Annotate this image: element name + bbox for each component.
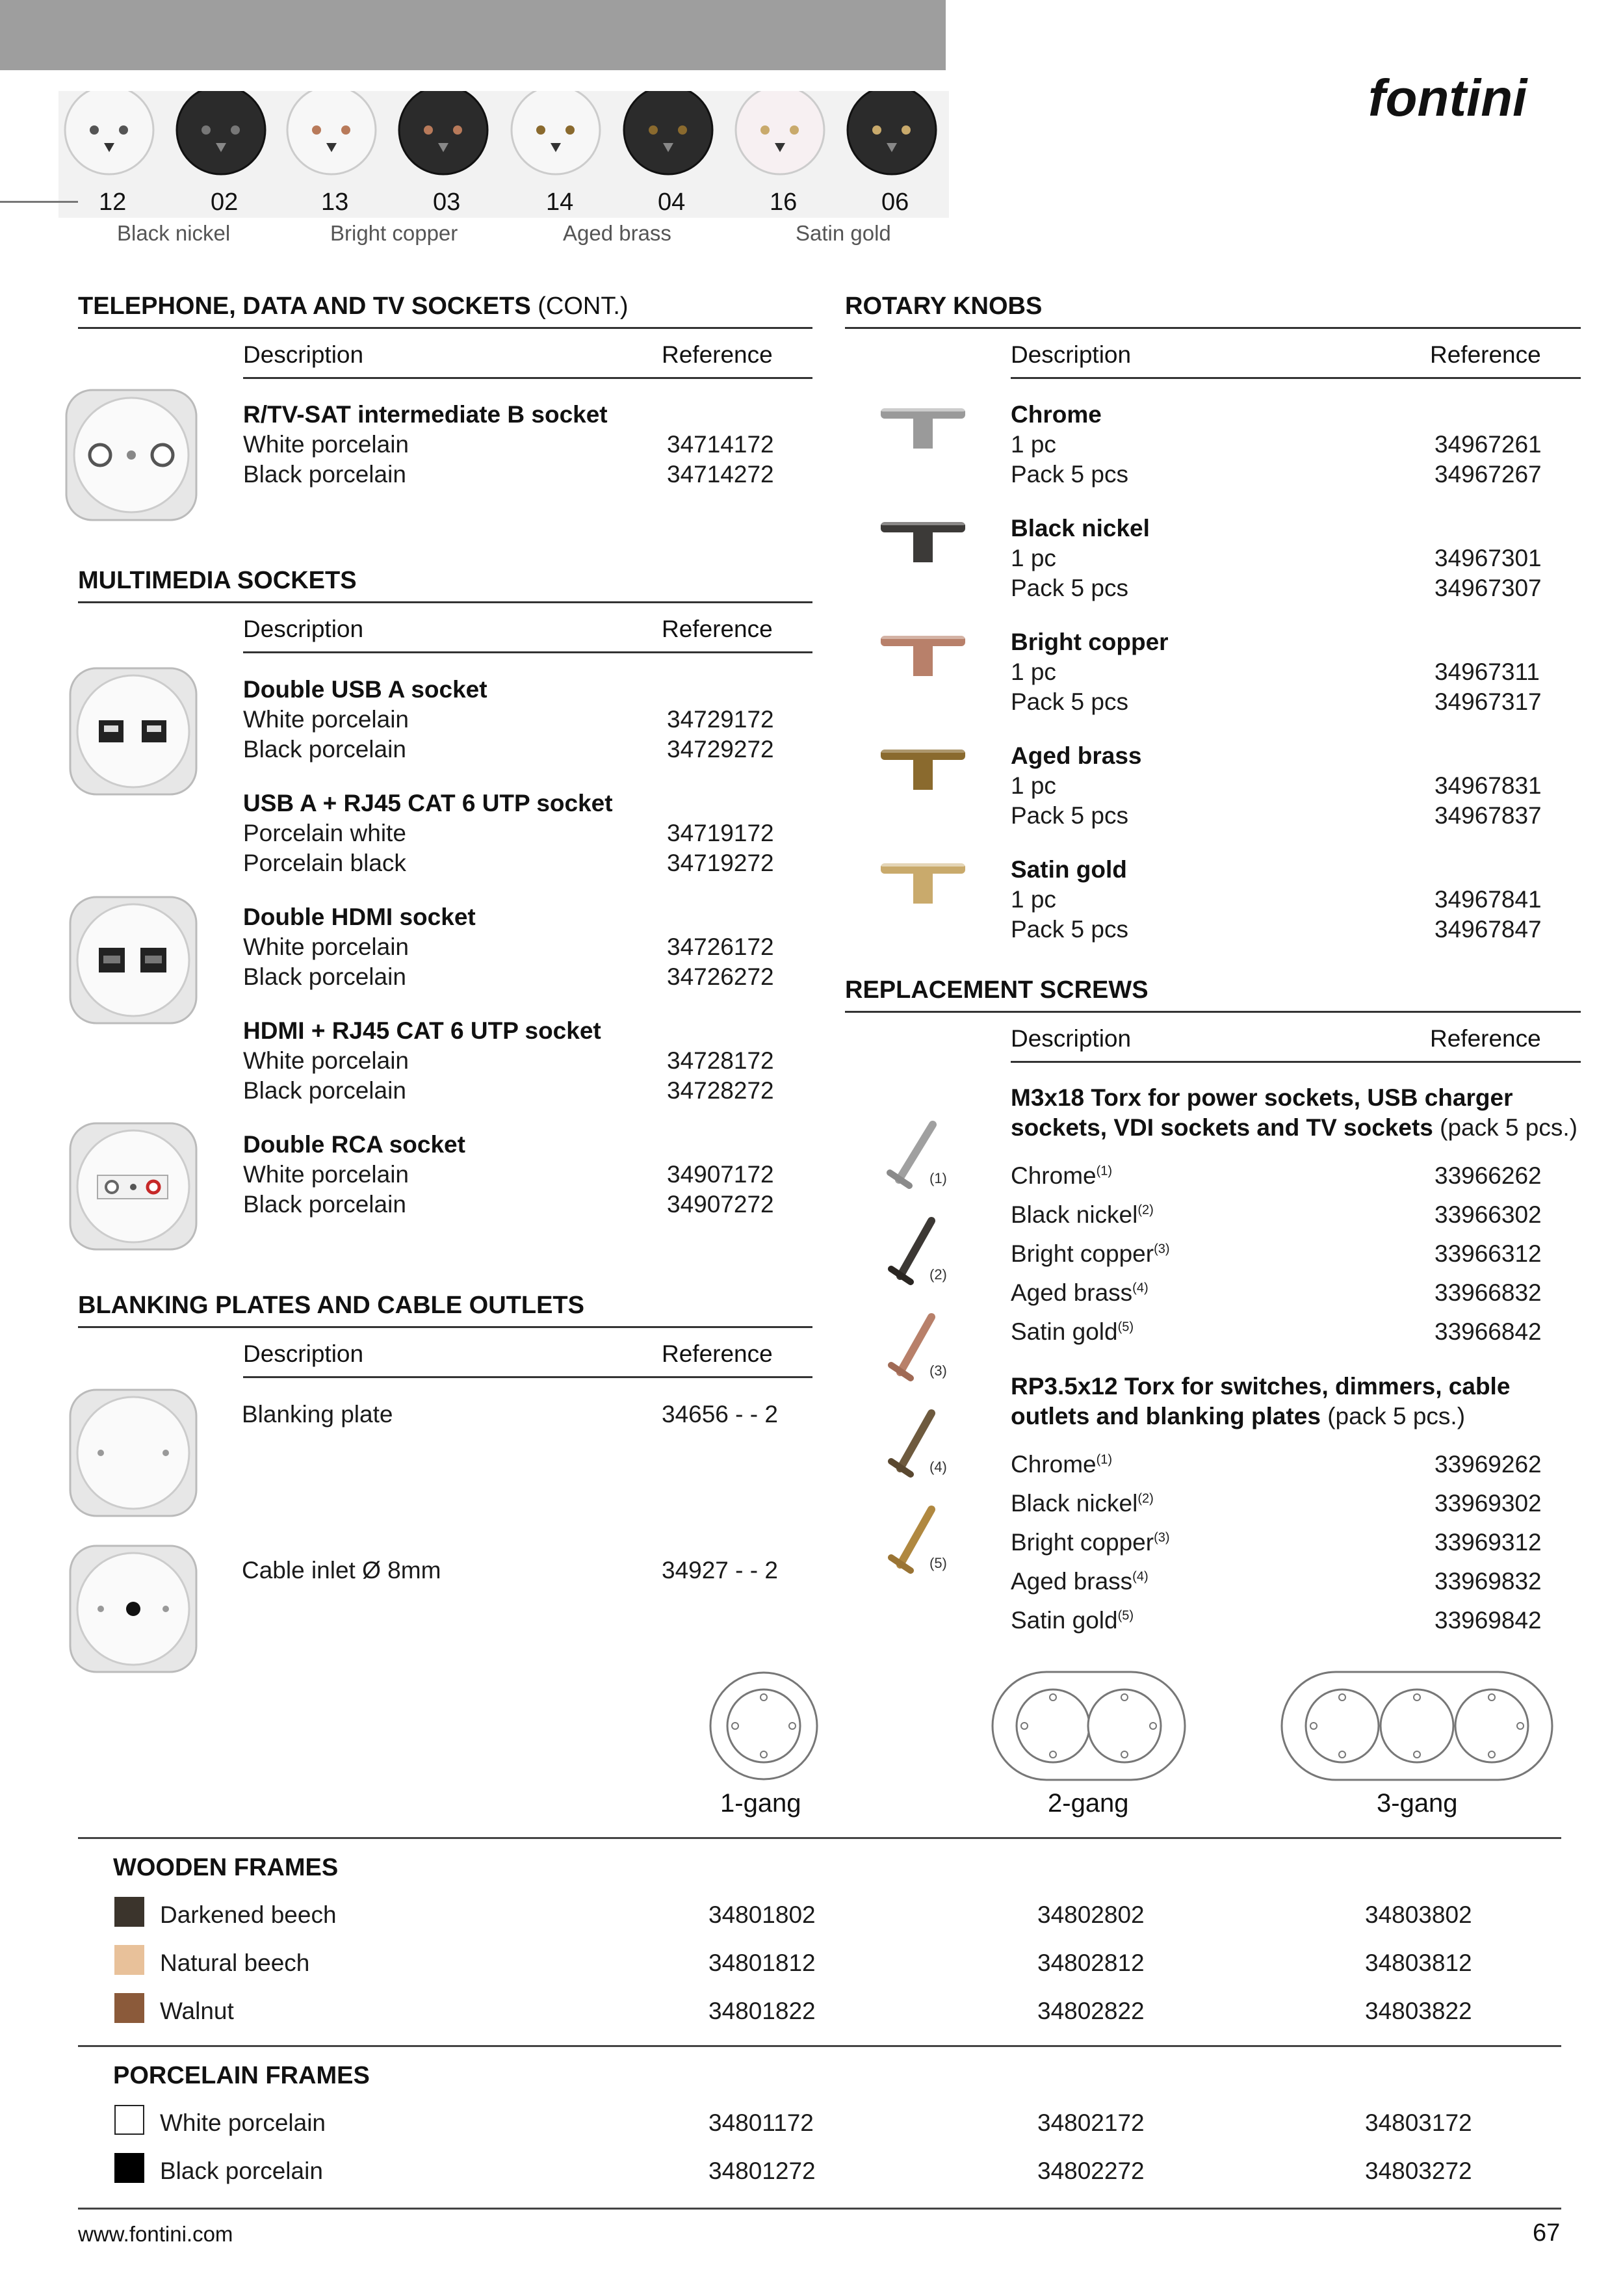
- variant-label: White porcelain: [243, 933, 409, 960]
- reference-value: 34967841: [1435, 886, 1542, 913]
- swatch-white-aged-brass: [512, 91, 600, 174]
- frame-2-gang-icon: [991, 1671, 1186, 1784]
- section-rule: [78, 601, 812, 603]
- reference-value: 34803822: [1365, 1998, 1472, 2024]
- knob-name: Black nickel: [1011, 515, 1150, 541]
- finish-name: Black nickel: [117, 221, 231, 245]
- screw-note: (3): [929, 1363, 947, 1379]
- knob-black-nickel-image: [877, 517, 968, 572]
- finish-code: 02: [211, 189, 239, 216]
- usb-socket-image: [65, 663, 201, 803]
- variant-label: Black porcelain: [243, 461, 406, 488]
- item-name: HDMI + RJ45 CAT 6 UTP socket: [243, 1017, 601, 1044]
- screw-aged-brass-image: [881, 1407, 946, 1488]
- reference-value: 34967301: [1435, 545, 1542, 571]
- reference-value: 33966312: [1435, 1240, 1542, 1267]
- knob-name: Satin gold: [1011, 856, 1127, 883]
- reference-value: 34802802: [1037, 1901, 1145, 1928]
- screw-finish-label: Black nickel$^{(2)}$: [1011, 1490, 1154, 1517]
- col-header-rule: [243, 377, 812, 379]
- cable-inlet-image: [65, 1541, 201, 1680]
- reference-value: 34967311: [1435, 659, 1540, 685]
- finish-code: 03: [433, 189, 461, 216]
- variant-label: Black porcelain: [243, 736, 406, 763]
- reference-value: 33966262: [1435, 1162, 1542, 1189]
- qty-label: 1 pc: [1011, 659, 1056, 685]
- brand-logo-text: fontini: [1368, 70, 1527, 127]
- frame-3-gang-icon: [1280, 1671, 1553, 1784]
- reference-value: 33966842: [1435, 1318, 1542, 1345]
- screw-group-2-title: RP3.5x12 Torx for switches, dimmers, cable: [1011, 1373, 1511, 1400]
- swatch-white-satin-gold: [736, 91, 824, 174]
- finish-code: 14: [546, 189, 574, 216]
- screw-satin-gold-image: [881, 1503, 946, 1584]
- variant-label: White porcelain: [243, 1161, 409, 1188]
- reference-value: 34801172: [708, 2109, 814, 2136]
- swatch-black-bright-copper: [399, 91, 487, 174]
- reference-value: 34729172: [667, 706, 774, 733]
- finish-code: 13: [321, 189, 349, 216]
- qty-label: Pack 5 pcs: [1011, 802, 1128, 829]
- blanking-plate-label: Blanking plate: [242, 1401, 393, 1428]
- frame-finish-label: Darkened beech: [160, 1901, 337, 1928]
- col-header-rule: [243, 651, 812, 653]
- knob-chrome-image: [877, 403, 968, 458]
- tv-socket-image: [60, 384, 203, 530]
- reference-value: 34802822: [1037, 1998, 1145, 2024]
- reference-value: 33969302: [1435, 1490, 1542, 1517]
- frame-1-gang-icon: [708, 1671, 819, 1784]
- screw-finish-label: Satin gold$^{(5)}$: [1011, 1607, 1134, 1634]
- variant-label: Porcelain white: [243, 820, 406, 846]
- variant-label: White porcelain: [243, 1047, 409, 1074]
- section-title-multimedia: MULTIMEDIA SOCKETS: [78, 567, 357, 594]
- variant-label: Porcelain black: [243, 850, 406, 876]
- screw-finish-label: Aged brass$^{(4)}$: [1011, 1279, 1149, 1306]
- reference-value: 34802172: [1037, 2109, 1145, 2136]
- screw-finish-label: Black nickel$^{(2)}$: [1011, 1201, 1154, 1228]
- section-rule: [78, 327, 812, 329]
- section-title-blanking: BLANKING PLATES AND CABLE OUTLETS: [78, 1292, 584, 1319]
- frames-rule: [78, 1837, 1561, 1839]
- brand-logo: [1365, 70, 1560, 129]
- finish-name: Satin gold: [796, 221, 891, 245]
- col-header-description: Description: [1011, 1025, 1132, 1052]
- col-header-description: Description: [1011, 341, 1132, 368]
- reference-value: 34801822: [708, 1998, 816, 2024]
- frame-finish-label: Walnut: [160, 1998, 234, 2024]
- reference-value: 34728272: [667, 1077, 774, 1104]
- black-porcelain-swatch: [114, 2153, 144, 2183]
- finish-code: 12: [99, 189, 127, 216]
- finish-code: 16: [770, 189, 798, 216]
- header-left-rule: [0, 201, 78, 203]
- screw-note: (5): [929, 1555, 947, 1571]
- col-header-rule: [243, 1376, 812, 1378]
- reference-value: 33969312: [1435, 1529, 1542, 1556]
- footer-rule: [78, 2208, 1561, 2210]
- reference-value: 34803802: [1365, 1901, 1472, 1928]
- qty-label: Pack 5 pcs: [1011, 461, 1128, 488]
- screw-finish-label: Bright copper$^{(3)}$: [1011, 1529, 1170, 1556]
- swatch-white-bright-copper: [287, 91, 376, 174]
- header-bar: [0, 0, 946, 70]
- reference-value: 34907172: [667, 1161, 774, 1188]
- reference-value: 34726272: [667, 963, 774, 990]
- swatch-black-aged-brass: [624, 91, 712, 174]
- knob-name: Chrome: [1011, 401, 1102, 428]
- col-header-reference: Reference: [662, 341, 773, 368]
- knob-name: Aged brass: [1011, 742, 1142, 769]
- reference-value: 34728172: [667, 1047, 774, 1074]
- reference-value: 34803172: [1365, 2109, 1472, 2136]
- screw-finish-label: Chrome$^{(1)}$: [1011, 1162, 1113, 1189]
- qty-label: 1 pc: [1011, 772, 1056, 799]
- reference-value: 33969262: [1435, 1451, 1542, 1478]
- frame-finish-label: Black porcelain: [160, 2158, 323, 2184]
- finish-code: 06: [881, 189, 909, 216]
- gang-label: 1-gang: [720, 1789, 801, 1818]
- item-name: Double USB A socket: [243, 676, 487, 703]
- item-name: USB A + RJ45 CAT 6 UTP socket: [243, 790, 613, 816]
- reference-value: 34967267: [1435, 461, 1542, 488]
- screw-note: (4): [929, 1459, 947, 1475]
- frame-finish-label: White porcelain: [160, 2109, 326, 2136]
- walnut-swatch: [114, 1993, 144, 2023]
- reference-value: 34803272: [1365, 2158, 1472, 2184]
- screw-chrome-image: [881, 1118, 946, 1199]
- knob-aged-brass-image: [877, 744, 968, 800]
- screw-finish-label: Satin gold$^{(5)}$: [1011, 1318, 1134, 1345]
- reference-value: 34714272: [667, 461, 774, 488]
- natural-beech-swatch: [114, 1945, 144, 1975]
- section-rule: [78, 1326, 812, 1328]
- screw-black-nickel-image: [881, 1214, 946, 1296]
- section-rule: [845, 327, 1581, 329]
- reference-value: 34801272: [708, 2158, 816, 2184]
- reference-value: 33966302: [1435, 1201, 1542, 1228]
- col-header-reference: Reference: [1430, 341, 1541, 368]
- knob-bright-copper-image: [877, 631, 968, 686]
- screw-bright-copper-image: [881, 1311, 946, 1392]
- col-header-description: Description: [243, 341, 364, 368]
- variant-label: White porcelain: [243, 431, 409, 458]
- reference-value: 34967831: [1435, 772, 1542, 799]
- blanking-plate-image: [65, 1385, 201, 1524]
- finish-code: 04: [658, 189, 686, 216]
- reference-value: 33969842: [1435, 1607, 1542, 1634]
- reference-value: 34726172: [667, 933, 774, 960]
- reference-value: 34967307: [1435, 575, 1542, 601]
- col-header-reference: Reference: [662, 616, 773, 642]
- rca-socket-image: [65, 1118, 201, 1258]
- section-rule: [845, 1011, 1581, 1013]
- qty-label: 1 pc: [1011, 545, 1056, 571]
- finish-name: Bright copper: [330, 221, 458, 245]
- footer-website-link[interactable]: www.fontini.com: [78, 2222, 233, 2246]
- col-header-description: Description: [243, 1340, 364, 1367]
- qty-label: Pack 5 pcs: [1011, 916, 1128, 943]
- qty-label: Pack 5 pcs: [1011, 688, 1128, 715]
- reference-value: 34803812: [1365, 1950, 1472, 1976]
- reference-value: 34967837: [1435, 802, 1542, 829]
- swatch-black-satin-gold: [848, 91, 936, 174]
- swatch-white-black-nickel: [65, 91, 153, 174]
- section-title-knobs: ROTARY KNOBS: [845, 293, 1043, 320]
- col-header-reference: Reference: [662, 1340, 773, 1367]
- reference-value: 34927 - - 2: [662, 1557, 778, 1584]
- swatch-black-black-nickel: [177, 91, 265, 174]
- reference-value: 34967847: [1435, 916, 1542, 943]
- screw-group-2-subtitle: outlets and blanking plates (pack 5 pcs.): [1011, 1403, 1466, 1429]
- hdmi-socket-image: [65, 892, 201, 1032]
- frame-finish-label: Natural beech: [160, 1950, 310, 1976]
- col-header-description: Description: [243, 616, 364, 642]
- section-title-telephone: TELEPHONE, DATA AND TV SOCKETS (CONT.): [78, 293, 629, 320]
- section-title-screws: REPLACEMENT SCREWS: [845, 976, 1149, 1004]
- col-header-rule: [1011, 1061, 1581, 1063]
- knob-name: Bright copper: [1011, 629, 1169, 655]
- reference-value: 34719172: [667, 820, 774, 846]
- screw-finish-label: Bright copper$^{(3)}$: [1011, 1240, 1170, 1267]
- reference-value: 34719272: [667, 850, 774, 876]
- col-header-rule: [1011, 377, 1581, 379]
- porcelain-frames-title: PORCELAIN FRAMES: [113, 2062, 370, 2089]
- variant-label: Black porcelain: [243, 1191, 406, 1218]
- reference-value: 33966832: [1435, 1279, 1542, 1306]
- white-porcelain-swatch: [114, 2105, 144, 2135]
- finish-swatch-strip: [58, 91, 949, 218]
- reference-value: 33969832: [1435, 1568, 1542, 1595]
- item-name: Double HDMI socket: [243, 904, 476, 930]
- cable-inlet-label: Cable inlet Ø 8mm: [242, 1557, 441, 1584]
- screw-finish-label: Aged brass$^{(4)}$: [1011, 1568, 1149, 1595]
- screw-note: (1): [929, 1170, 947, 1186]
- variant-label: Black porcelain: [243, 1077, 406, 1104]
- darkened-beech-swatch: [114, 1897, 144, 1927]
- qty-label: 1 pc: [1011, 886, 1056, 913]
- wooden-frames-title: WOODEN FRAMES: [113, 1854, 339, 1881]
- reference-value: 34967261: [1435, 431, 1542, 458]
- page-number: 67: [1533, 2219, 1561, 2247]
- qty-label: Pack 5 pcs: [1011, 575, 1128, 601]
- reference-value: 34802272: [1037, 2158, 1145, 2184]
- frames-rule: [78, 2045, 1561, 2047]
- variant-label: White porcelain: [243, 706, 409, 733]
- reference-value: 34729272: [667, 736, 774, 763]
- screw-group-1-title: M3x18 Torx for power sockets, USB charger: [1011, 1084, 1513, 1111]
- reference-value: 34801812: [708, 1950, 816, 1976]
- reference-value: 34907272: [667, 1191, 774, 1218]
- reference-value: 34656 - - 2: [662, 1401, 778, 1428]
- finish-name: Aged brass: [563, 221, 671, 245]
- variant-label: Black porcelain: [243, 963, 406, 990]
- reference-value: 34967317: [1435, 688, 1542, 715]
- col-header-reference: Reference: [1430, 1025, 1541, 1052]
- gang-label: 3-gang: [1377, 1789, 1458, 1818]
- reference-value: 34714172: [667, 431, 774, 458]
- item-name: R/TV-SAT intermediate B socket: [243, 401, 608, 428]
- screw-finish-label: Chrome$^{(1)}$: [1011, 1451, 1113, 1478]
- item-name: Double RCA socket: [243, 1131, 465, 1158]
- reference-value: 34801802: [708, 1901, 816, 1928]
- knob-satin-gold-image: [877, 858, 968, 913]
- qty-label: 1 pc: [1011, 431, 1056, 458]
- reference-value: 34802812: [1037, 1950, 1145, 1976]
- screw-note: (2): [929, 1266, 947, 1283]
- gang-label: 2-gang: [1048, 1789, 1129, 1818]
- screw-group-1-subtitle: sockets, VDI sockets and TV sockets (pack 5 pcs.): [1011, 1114, 1578, 1141]
